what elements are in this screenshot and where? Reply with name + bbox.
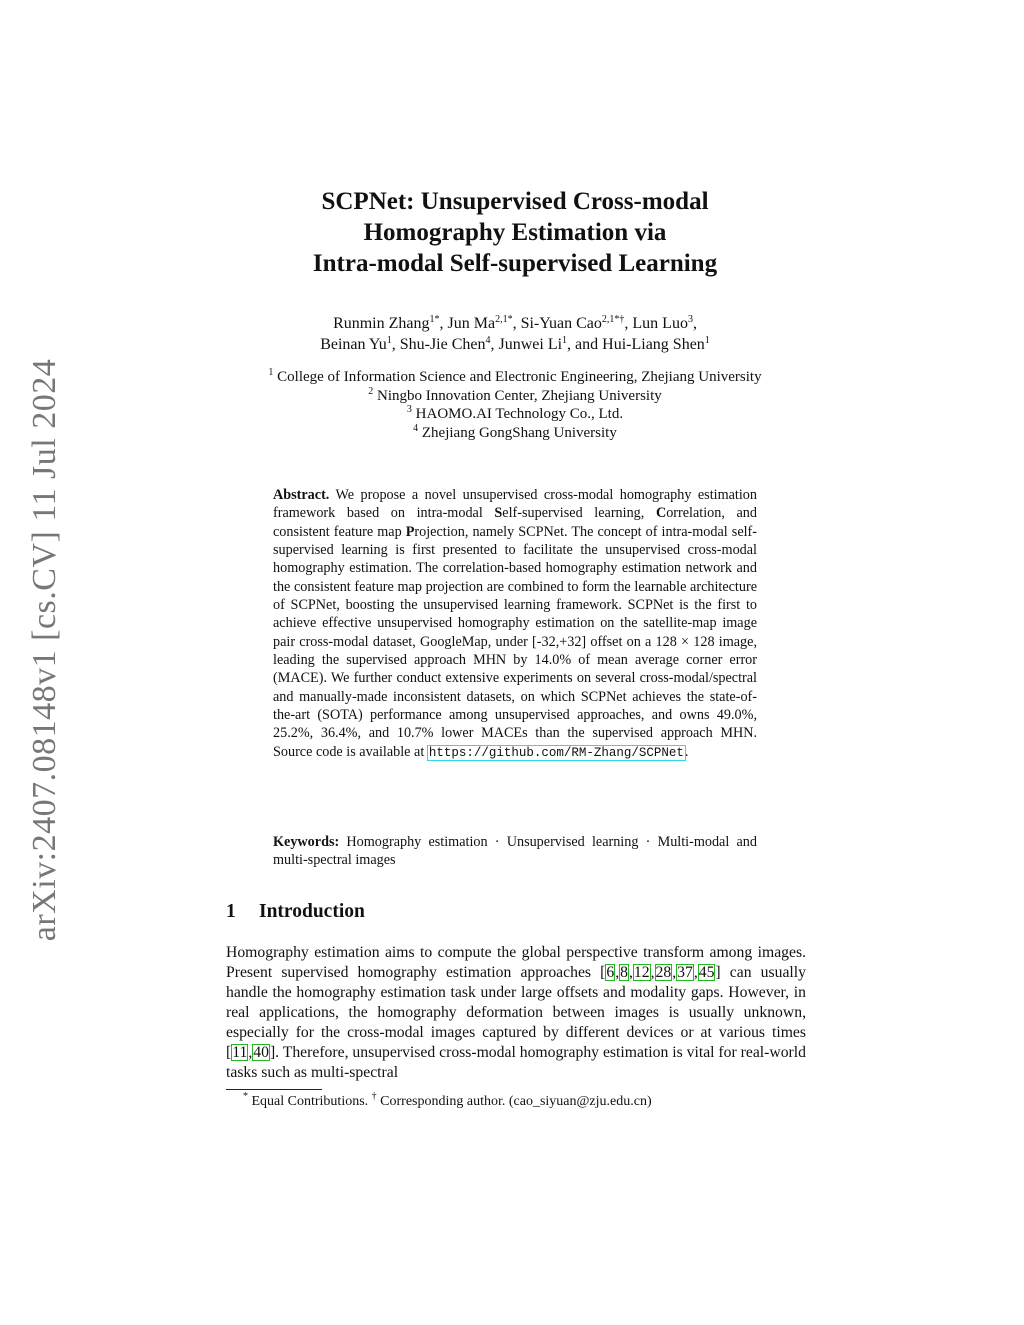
citation-link[interactable]: 45 [698,964,715,981]
author-list [200,313,830,355]
author-affil-mark: 4 [485,335,491,346]
citation-link[interactable]: 28 [655,964,672,981]
author-affil-mark: 3 [687,314,693,325]
affiliation [200,368,830,387]
intro-text: ] can usually handle the homography estimation task under large offsets and modality gaps. However, in real applications, the homography deformation between images is usually unknown, especially for the cross-modal images captured by different devices or at various times [ [226,964,806,1061]
section-number: 1 [226,901,236,922]
author-affil-mark: 1* [429,314,440,325]
abstract-emphasis: C [655,505,667,522]
abstract-text: . [684,743,689,760]
abstract-emphasis: S [494,505,503,522]
keywords-label: Keywords: [273,834,340,850]
title-line: SCPNet: Unsupervised Cross-modal [321,188,709,215]
footnote-rule [226,1089,322,1090]
author-name: , Si-Yuan Cao [512,315,602,332]
author-name: , Lun Luo [624,315,688,332]
abstract-text: orrelation, and consistent feature map [273,505,757,540]
paper-title [200,186,830,279]
abstract-emphasis: P [405,523,415,540]
author-affil-mark: 1 [562,335,568,346]
citation-link[interactable]: 40 [253,1044,269,1061]
footnote-star: * [243,1091,248,1102]
author-affil-mark: 1 [704,335,710,346]
affiliation [200,424,830,443]
affiliation-number: 4 [413,422,419,434]
author-name: Runmin Zhang [333,315,430,332]
keywords [273,833,757,870]
affiliation [200,387,830,406]
footnote [243,1091,652,1110]
intro-text: Homography estimation aims to compute the global perspective transform among images. Present supervised homography estimation approaches [ [226,944,806,981]
abstract-text: rojection, namely SCPNet. The concept of intra-modal self-supervised learning is first presented to facilitate the unsupervised cross-modal homography estimation. The correlation-based homography estimation network and the consistent feature map projection are combined to form the learnable architecture of SCPNet, boosting the unsupervised learning framework. SCPNet is the first to achieve effective unsupervised homography estimation on the satellite-map image pair cross-modal dataset, GoogleMap, under [-32,+32] offset on a 128 × 128 image, leading the supervised approach MHN by 14.0% of mean average corner error (MACE). We further conduct extensive experiments on several cross-modal/spectral and manually-made inconsistent datasets, on which SCPNet achieves the state-of-the-art (SOTA) performance among unsupervised approaches, and owns 49.0%, 25.2%, 36.4%, and 10.7% lower MACEs than the supervised approach MHN. Source code is available at [273,523,758,760]
author-line [200,313,830,334]
affiliation-list [200,368,830,442]
author-affil-mark: 1 [386,335,392,346]
abstract-label: Abstract. [273,487,330,503]
affiliation [200,405,830,424]
title-line: Homography Estimation via [363,219,667,246]
footnote-dagger: † [371,1091,377,1102]
author-name: , Jun Ma [439,315,496,332]
source-code-link[interactable]: https://github.com/RM-Zhang/SCPNet [428,745,684,760]
abstract [273,486,757,762]
abstract-text: elf-supervised learning, [502,505,656,522]
author-affil-mark: 2,1* [495,314,513,325]
citation-link[interactable]: 8 [620,964,628,981]
author-name: , Shu-Jie Chen [391,336,486,353]
footnote-text: Equal Contributions. [248,1094,372,1109]
section-title: Introduction [259,901,365,922]
affiliation-text: Zhejiang GongShang University [421,424,617,441]
keywords-text: Homography estimation · Unsupervised learning · Multi-modal and multi-spectral images [273,834,757,869]
author-name: Beinan Yu [320,336,387,353]
citation-link[interactable]: 6 [606,964,615,981]
section-heading [226,901,365,923]
author-line [200,334,830,355]
affiliation-text: College of Information Science and Electronic Engineering, Zhejiang University [277,369,762,385]
affiliation-number: 1 [268,367,274,378]
citation-link[interactable]: 11 [232,1044,248,1061]
footnote-text: Corresponding author. (cao_siyuan@zju.edu.cn) [376,1094,652,1109]
affiliation-text: HAOMO.AI Technology Co., Ltd. [415,406,624,422]
author-name: , and Hui-Liang Shen [567,336,705,353]
author-affil-mark: 2,1*† [601,314,625,325]
affiliation-text: Ningbo Innovation Center, Zhejiang University [376,387,662,404]
arxiv-sidebar [20,360,70,940]
intro-paragraph: Homography estimation aims to compute the global perspective transform among images. Present supervised homography estimation approaches [6,8,12,28,37,45] can usually handle the homography estimation task under large offsets and modality gaps. However, in real applications, the homography deformation between images is usually unknown, especially for the cross-modal images captured by different devices or at various times [11,40]. Therefore, unsupervised cross-modal homography estimation is vital for real-world tasks such as multi-spectral [226,944,806,1081]
citation-link[interactable]: 37 [677,964,693,981]
intro-text: ]. Therefore, unsupervised cross-modal homography estimation is vital for real-world tasks such as multi-spectral [226,1044,806,1081]
abstract-text: We propose a novel unsupervised cross-modal homography estimation framework based on intra-modal [273,487,757,522]
author-separator: , [692,315,697,332]
title-line: Intra-modal Self-supervised Learning [312,250,718,277]
affiliation-number: 2 [368,385,374,397]
citation-link[interactable]: 12 [633,964,650,981]
affiliation-number: 3 [406,404,412,415]
author-name: , Junwei Li [490,336,563,353]
arxiv-identifier: arXiv:2407.08148v1 [cs.CV] 11 Jul 2024 [26,358,64,942]
